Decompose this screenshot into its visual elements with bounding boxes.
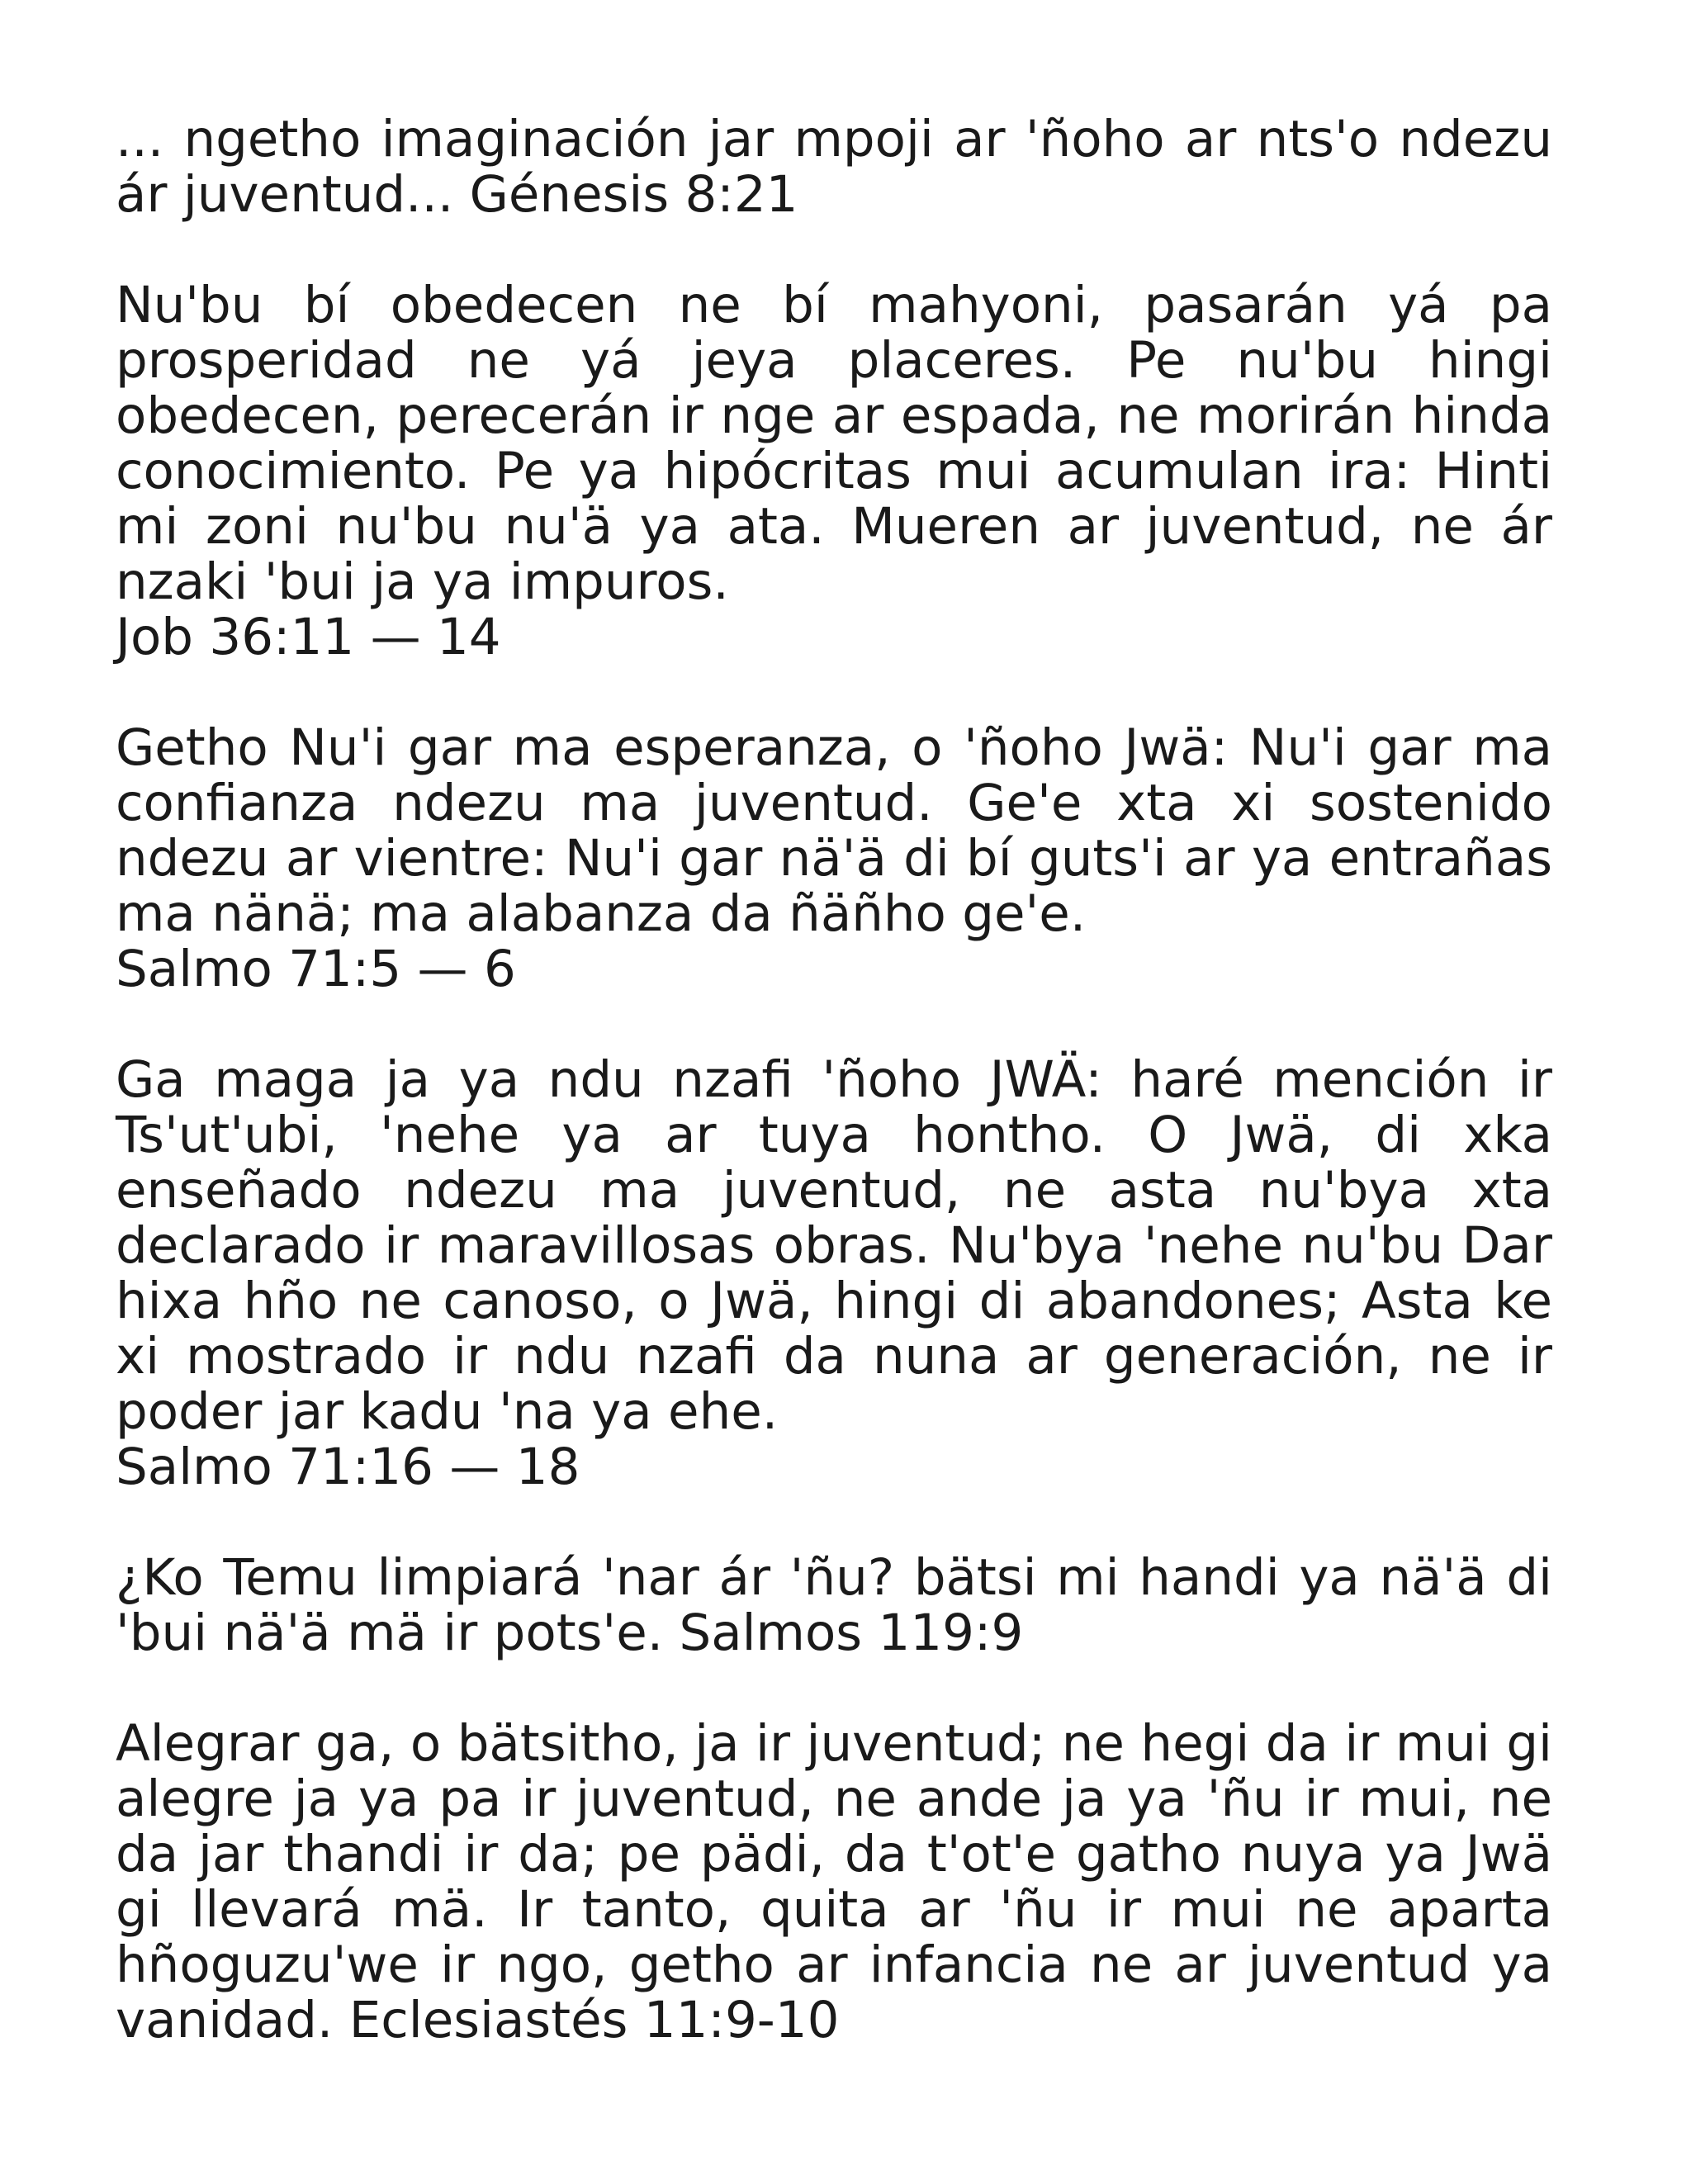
passage-salmos-119 — [116, 1550, 1552, 1661]
scripture-reference: Eclesiastés 11:9-10 — [348, 1991, 840, 2049]
scripture-reference: Salmos 119:9 — [679, 1604, 1024, 1662]
passage-text: Nu'bu bí obedecen ne bí mahyoni, pasarán yá pa prosperidad ne yá jeya placeres. Pe nu'bu hingi obedecen, perecerán ir nge ar espada, ne morirán hinda conocimiento. Pe ya hipócritas mui acumulan ira: Hinti mi zoni nu'bu nu'ä ya ata. Mueren ar juventud, ne ár nzaki 'bui ja ya impuros. — [116, 276, 1552, 611]
passage-salmo-71-16 — [116, 1052, 1552, 1495]
passage-text: ... ngetho imaginación jar mpoji ar 'ñoho ar nts'o ndezu ár juventud... — [116, 110, 1552, 224]
passage-salmo-71-5 — [116, 720, 1552, 997]
scripture-reference: Salmo 71:16 — 18 — [116, 1438, 580, 1496]
document-page — [116, 111, 1552, 2103]
passage-text: Ga maga ja ya ndu nzafi 'ñoho JWÄ: haré mención ir Ts'ut'ubi, 'nehe ya ar tuya hontho. O Jwä, di xka enseñado ndezu ma juventud, ne asta nu'bya xta declarado ir maravillosas obras. Nu'bya 'nehe nu'bu Dar hixa hño ne canoso, o Jwä, hingi di abandones; Asta ke xi mostrado ir ndu nzafi da nuna ar generación, ne ir poder jar kadu 'na ya ehe. — [116, 1050, 1552, 1441]
passage-genesis — [116, 111, 1552, 222]
passage-text: Alegrar ga, o bätsitho, ja ir juventud; ne hegi da ir mui gi alegre ja ya pa ir juventud, ne ande ja ya 'ñu ir mui, ne da jar thandi ir da; pe pädi, da t'ot'e gatho nuya ya Jwä gi llevará mä. Ir tanto, quita ar 'ñu ir mui ne aparta hñoguzu'we ir ngo, getho ar infancia ne ar juventud ya vanidad. — [116, 1714, 1552, 2049]
passage-text: Getho Nu'i gar ma esperanza, o 'ñoho Jwä: Nu'i gar ma confianza ndezu ma juventud. Ge'e xta xi sostenido ndezu ar vientre: Nu'i gar nä'ä di bí guts'i ar ya entrañas ma nänä; ma alabanza da ñäñho ge'e. — [116, 718, 1552, 943]
scripture-reference: Salmo 71:5 — 6 — [116, 940, 516, 998]
passage-text: ¿Ko Temu limpiará 'nar ár 'ñu? bätsi mi handi ya nä'ä di 'bui nä'ä mä ir pots'e. — [116, 1548, 1552, 1662]
passage-job — [116, 277, 1552, 665]
scripture-reference: Génesis 8:21 — [469, 165, 798, 224]
scripture-reference: Job 36:11 — 14 — [116, 608, 501, 666]
passage-eclesiastes — [116, 1716, 1552, 2048]
